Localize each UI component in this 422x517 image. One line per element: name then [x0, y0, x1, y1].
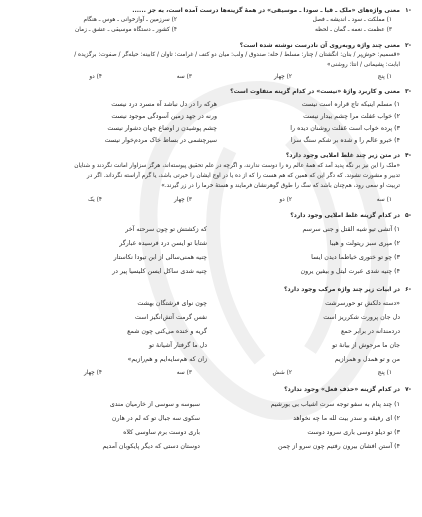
option: ۴) خبرو عالم را و شده بر شکم سنگ سزا [290, 137, 400, 144]
option: ۲) شش [272, 370, 292, 376]
question-text: معنی و کاربرد واژهٔ «نیست» در کدام گزینه متفاوت است؟ [230, 88, 400, 95]
verse-left: نفس گرمت آتش‌انگیز است [134, 314, 207, 321]
verse-left: گریه و خنده می‌کنی چون شمع [127, 328, 207, 335]
verse-right: جان ما مرحوش از بیانهٔ تو [332, 342, 400, 349]
option: ۱) مسلم اینیکه تاج قراره است نیست [301, 101, 400, 108]
verse-right: دردمندانه در برابر حمع [340, 328, 400, 335]
question-body: تدبیر و مشورت نشوند. که دگر این که همین که هم هست را که از ده یا در اوج ایشان را خیرتی باشد، یا گرم آراسته نگرداند. اگر در [86, 173, 400, 179]
question-number: ۵- [405, 212, 412, 219]
option: ۱) آتشی تیو شیه القتل و جنی سرسم [302, 226, 400, 233]
option-verse: شتابا تو ایسن درد فرسیده عبارگر [119, 240, 207, 247]
option: ۲) دو [279, 197, 292, 203]
question-text: معنی واژه‌های «ملک ـ قبا ـ سودا ـ موسیقی» در همهٔ گزینه‌ها درست آمده است، به جز ...... [132, 7, 400, 14]
option: ۱) پنج [377, 74, 392, 80]
option: ۲) ای رفیقه و سدر بیت لله ما چه نخواهد [293, 415, 400, 422]
verse-left: زان که هم‌سایه‌ایم و هم‌رازیم» [127, 356, 207, 363]
option-verse: که زکشتش تو چون سرحته آخر [125, 226, 207, 233]
option: ۳) چو تو ختوری خیاطما دیدن ایسا [311, 254, 400, 261]
option: ۳) پرده خواب است غفلت روشنان دیده را [290, 125, 400, 132]
option-verse: سیرچشمی در بساط خاک مردم‌خوار نیست [104, 137, 217, 144]
option-verse: باری دوست برم ساوسی کلاه [123, 429, 200, 436]
option-verse: سبوسه و سوسی از خارمیان مندی [109, 401, 200, 408]
question-body: «ملک را این نیز بر نگه پدید آمد که همهٔ عالم ره را دوست ندارند، و اگرچه در علم تحقیق پیوسته‌اند، هرگز سزاوار امانت نگردند و شنایان [74, 163, 400, 169]
watermark-logo-icon [110, 70, 410, 430]
option-verse: دوستان دستی که دیگر پایکوبان آمدیم [102, 443, 200, 450]
option-verse: سکوی سه جبال تو که لم در هارن [111, 415, 200, 422]
option: ۱) پنج [377, 370, 392, 376]
option: ۳) سه [176, 74, 192, 80]
option: ۱) مملکت ـ سود ـ اندیشه ـ فصل [312, 17, 392, 23]
option: ۱) سه [376, 197, 392, 203]
question-number: ۲- [405, 42, 412, 49]
question-number: ۷- [405, 386, 412, 393]
question-text: در کدام گزینه غلط املایی وجود دارد؟ [290, 212, 400, 219]
question-text: در ابیات زیر چند واژه مرکب وجود دارد؟ [284, 286, 400, 293]
question-number: ۶- [405, 286, 412, 293]
question-text: در متن زیر چند غلط املایی وجود دارد؟ [285, 152, 400, 159]
option-verse: چشم پوشیدن ز اوضاع جهان دشوار نیست [107, 125, 217, 132]
option-verse: ورنه در جهد زمین آسودگی موجود نیست [111, 113, 217, 120]
option: ۴) کشور ـ دستگاه موسیقی ـ عشق ـ زمان [74, 27, 177, 33]
verse-left: دل ما گرفتار آشیانهٔ تو [149, 342, 207, 349]
question-number: ۱- [405, 7, 412, 14]
question-number: ۴- [405, 152, 412, 159]
option: ۳) عظمت ـ نغمه ـ گمان ـ لحظه [314, 27, 392, 33]
option: ۳) سه [176, 370, 192, 376]
option-verse: چنیه شدی ساکل ایسن کلیسیا پیر در [112, 268, 207, 275]
verse-right: دل جان پرورت شکرریز است [323, 314, 400, 321]
option: ۳) چهار [173, 197, 192, 203]
question-number: ۳- [405, 88, 412, 95]
option: ۲) مپری سبز ریتولت و هیبا [329, 240, 400, 247]
option: ۲) چهار [273, 74, 292, 80]
option-verse: هرکه را در دل نباشد آه مسرد درد نیست [111, 101, 217, 108]
option: ۲) سرزمین ـ آوازخوانی ـ هوس ـ هنگام [83, 17, 177, 23]
option-verse: چنیه همنی‌سالی از ابن تیودا نکاستار [113, 254, 207, 261]
option: ۴) چنیه شدی عبرت لیتل و بیفین یرون [300, 268, 400, 275]
option: ۳) تو دیلو دوسی باری سرود دوست [307, 429, 400, 436]
option: ۴) یک [87, 197, 102, 203]
option: ۴) آستن افشان بیرون رفتیم چون سرو از چمن [277, 443, 400, 450]
option: ۴) چهار [83, 370, 102, 376]
question-text: در کدام گزینه «حذف فعل» وجود ندارد؟ [284, 386, 400, 393]
question-body: ابابت: پشیمانی / انتا: روشنی» [327, 62, 400, 68]
question-text: معنی چند واژه روبه‌روی آن نادرست نوشته شده است؟ [239, 42, 400, 49]
option: ۱) چند پنام به سفو توجه سرت اشیاب بی بورشیم [270, 401, 400, 408]
verse-right: من و تو همدل و همرازیم [334, 356, 400, 363]
verse-left: چون نوای فرشتگان بهشت [137, 300, 207, 307]
option: ۴) دو [89, 74, 102, 80]
verse-right: «دسته ‌دلکش تو حورسرشت [325, 300, 400, 307]
option: ۲) خواب غفلت مرا چشم بیدار نیست [303, 113, 400, 120]
question-body: تربیت او سعی رود، هم‌چنان باشد که سگ را طوق گوهرنشان فرمایند و هستهٔ خرما را در زر گیرند.» [161, 183, 400, 189]
question-body: «قسمیم: خوش‌پر / بنان: انگشتان / چنار: مسلط / خله: صندوق / ولب: میان دو کتف / غرامت: تاوان / کابینه: حیله‌گر / صفوت: برگزیده / [74, 52, 400, 58]
